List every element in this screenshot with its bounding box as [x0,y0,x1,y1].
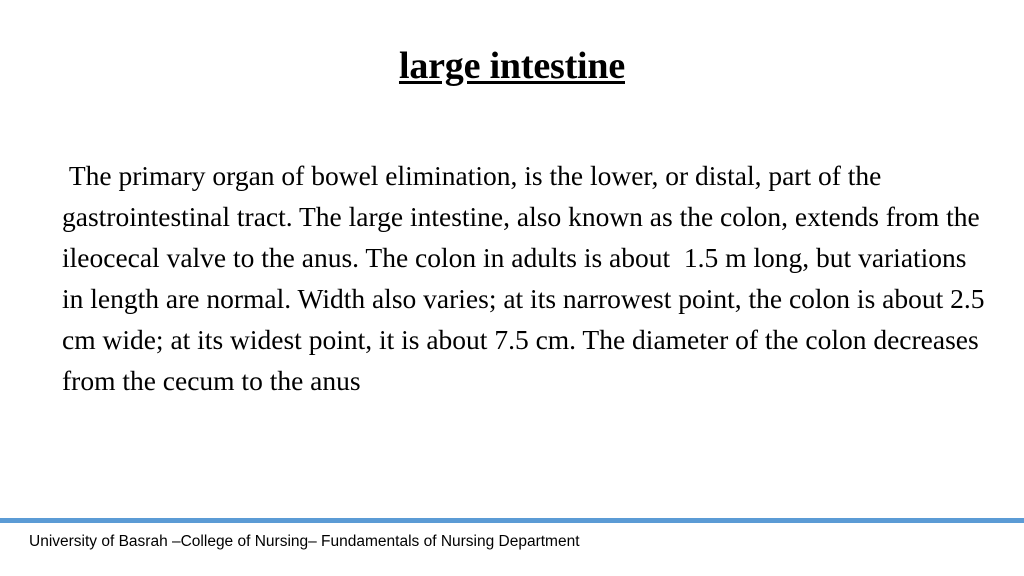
footer-text: University of Basrah –College of Nursing– Fundamentals of Nursing Department [29,533,580,550]
footer-divider [0,518,1024,523]
page-title [0,44,1024,88]
body-paragraph: The primary organ of bowel elimination, is the lower, or distal, part of the gastrointestinal tract. The large intestine, also known as the colon, extends from the ileocecal valve to the anus. The colon in adults is about 1.5 m long, but variations in length are normal. Width also varies; at its narrowest point, the colon is about 2.5 cm wide; at its widest point, it is about 7.5 cm. The diameter of the colon decreases from the cecum to the anus [62,160,992,396]
page-title-text: large intestine [398,45,625,87]
